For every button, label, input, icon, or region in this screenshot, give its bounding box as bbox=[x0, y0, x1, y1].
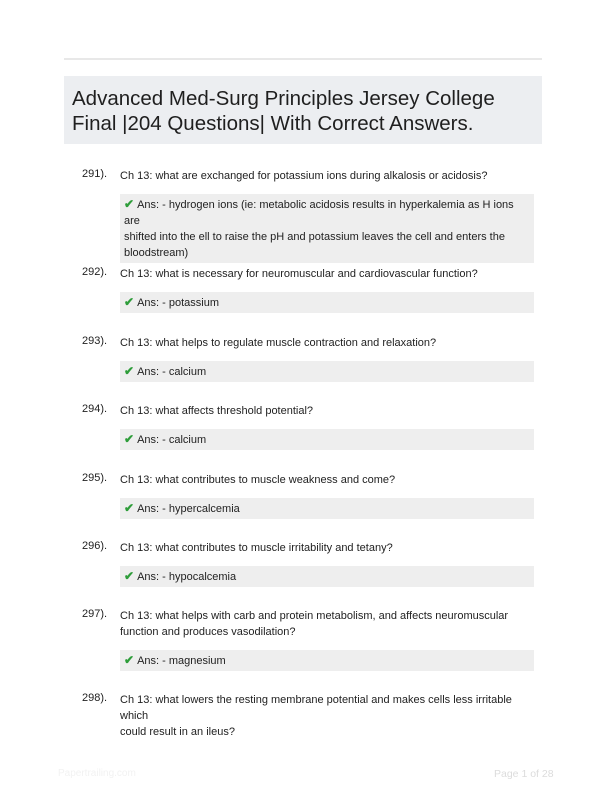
question-number: 297). bbox=[82, 608, 108, 620]
checkmark-icon: ✔ bbox=[124, 501, 135, 515]
checkmark-icon: ✔ bbox=[124, 364, 135, 378]
question-text bbox=[120, 692, 540, 740]
answer-box bbox=[120, 292, 534, 313]
question-text-line: Ch 13: what helps with carb and protein metabolism, and affects neuromuscular bbox=[120, 610, 509, 622]
answer-text: Ans: - hypocalcemia bbox=[137, 571, 237, 583]
answer-text-line: bloodstream) bbox=[124, 247, 189, 259]
answer-box bbox=[120, 361, 534, 382]
question-number: 292). bbox=[82, 266, 108, 278]
question-text: Ch 13: what contributes to muscle irritability and tetany? bbox=[120, 542, 393, 554]
question-number: 294). bbox=[82, 403, 108, 415]
question-text: Ch 13: what contributes to muscle weakness and come? bbox=[120, 474, 396, 486]
answer-text: Ans: - magnesium bbox=[137, 655, 226, 667]
question-text: Ch 13: what affects threshold potential? bbox=[120, 405, 314, 417]
answer-text: Ans: - potassium bbox=[137, 297, 219, 309]
footer-watermark: Papertrailing.com bbox=[58, 768, 136, 779]
answer-box bbox=[120, 194, 534, 263]
answer-box bbox=[120, 566, 534, 587]
question-number: 298). bbox=[82, 692, 108, 704]
question-number: 295). bbox=[82, 472, 108, 484]
checkmark-icon: ✔ bbox=[124, 653, 135, 667]
checkmark-icon: ✔ bbox=[124, 569, 135, 583]
question-text: Ch 13: what are exchanged for potassium ions during alkalosis or acidosis? bbox=[120, 170, 488, 182]
question-text bbox=[120, 608, 540, 640]
question-text: Ch 13: what is necessary for neuromuscular and cardiovascular function? bbox=[120, 268, 478, 280]
document-title-box bbox=[64, 76, 542, 144]
checkmark-icon: ✔ bbox=[124, 432, 135, 446]
answer-text: Ans: - hypercalcemia bbox=[137, 503, 240, 515]
question-text-line: Ch 13: what lowers the resting membrane potential and makes cells less irritable which bbox=[120, 694, 512, 722]
question-number: 296). bbox=[82, 540, 108, 552]
checkmark-icon: ✔ bbox=[124, 197, 135, 211]
answer-box bbox=[120, 498, 534, 519]
document-title-line-2: Final |204 Questions| With Correct Answers. bbox=[72, 112, 474, 135]
answer-text: Ans: - calcium bbox=[137, 434, 207, 446]
checkmark-icon: ✔ bbox=[124, 295, 135, 309]
answer-text: Ans: - calcium bbox=[137, 366, 207, 378]
question-number: 293). bbox=[82, 335, 108, 347]
answer-box bbox=[120, 429, 534, 450]
question-text: Ch 13: what helps to regulate muscle contraction and relaxation? bbox=[120, 337, 437, 349]
header-divider bbox=[64, 58, 542, 60]
answer-box bbox=[120, 650, 534, 671]
question-text-line: could result in an ileus? bbox=[120, 726, 235, 738]
question-number: 291). bbox=[82, 168, 108, 180]
question-text-line: function and produces vasodilation? bbox=[120, 626, 296, 638]
document-title-line-1: Advanced Med-Surg Principles Jersey College bbox=[72, 87, 495, 110]
answer-text-line: shifted into the ell to raise the pH and potassium leaves the cell and enters the bbox=[124, 231, 505, 243]
answer-text-line: Ans: - hydrogen ions (ie: metabolic acidosis results in hyperkalemia as H ions are bbox=[124, 199, 514, 227]
page-number: Page 1 of 28 bbox=[494, 768, 554, 780]
